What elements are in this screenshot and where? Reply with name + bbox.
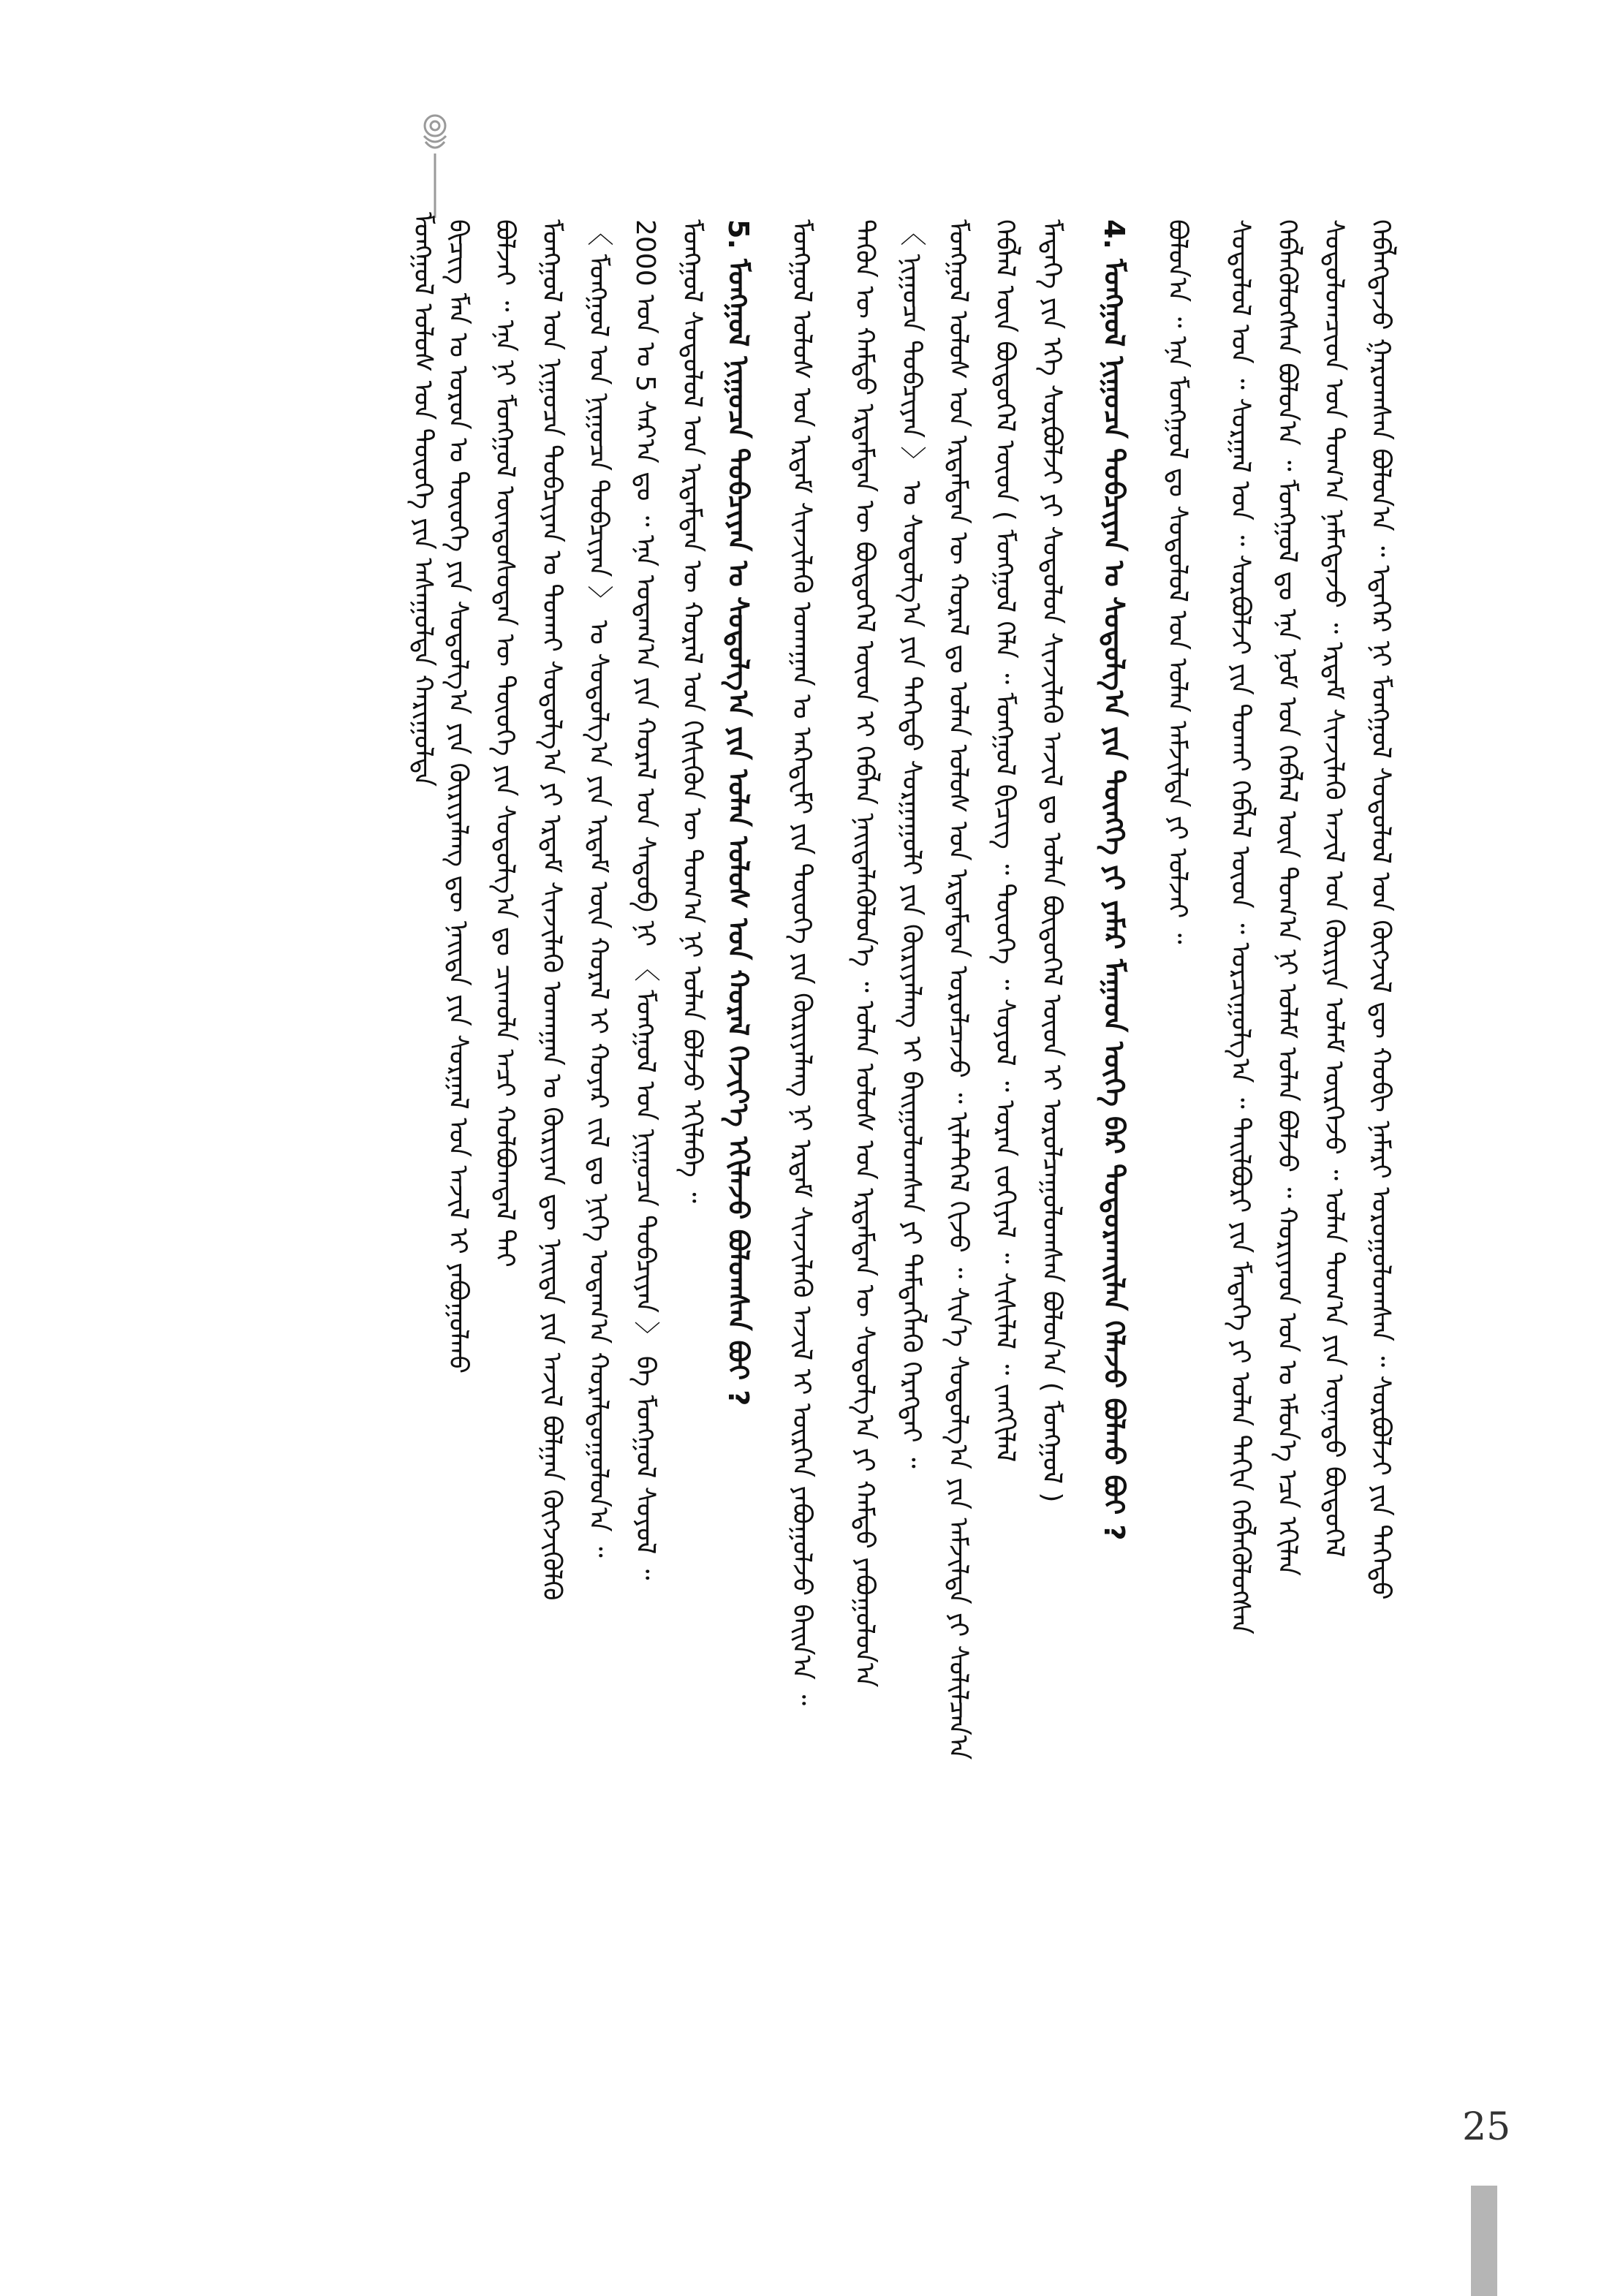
text-line: ᠬᠡᠪᠯᠡᠯ ᠦᠨ ᠪᠦᠲᠦᠭᠡᠯ ᠦᠳ ( ᠮᠣᠩᠭᠣᠯ ᠬᠡᠯᠡ ᠃ ᠮᠣᠩᠭᠣᠯ ᠪᠢᠴᠢᠭ ᠃ ᠲᠦᠦᠬᠡ ᠃ ᠰᠣᠶᠣᠯ ᠃ ᠤᠷᠠᠨ ᠵᠣᠬᠢᠶᠠᠯ ᠃ ᠰᠢᠰᠢᠯᠡᠯ ᠃ ᠵᠠᠩᠬᠢᠯᠠᠯ <box>990 219 1020 1463</box>
text-line: ᠮᠣᠩᠭᠣᠯ ᠰᠤᠳᠤᠯᠤᠯ ᠤᠨ ᠡᠷᠳᠡᠮᠲᠡᠨ ᠦ ᠬᠤᠷᠠᠯ ᠤᠨ ᠭᠢᠰᠢᠭᠦᠨ ᠦ ᠲᠣᠭ᠎ᠠ ᠨᠢ ᠣᠯᠠᠨ ᠪᠣᠯᠵᠤ ᠡᠬᠢᠯᠡᠪᠡ ᠃ <box>677 219 707 1203</box>
text-line: 2000 ᠣᠨ ᠤ 5 ᠰᠠᠷ᠎ᠠ ᠳᠤ ᠃ ᠡᠨᠡ ᠤᠳᠠᠭ᠎ᠠ ᠶᠢᠨ ᠬᠤᠷᠠᠯ ᠤᠨ ᠰᠡᠳᠦᠪ ᠨᠢ 〈 ᠮᠣᠩᠭᠣᠯ ᠤᠨ ᠨᠢᠭᠤᠴᠠ ᠲᠣᠪᠴᠢᠶᠠᠨ 〉 ᠪᠠ ᠮᠣᠩᠭᠣᠯ ᠰᠤᠶᠤᠯ ᠃ <box>630 219 660 1580</box>
text-line: ᠰᠤᠳᠤᠯᠤᠭᠴᠢᠳ ᠤᠨ ᠲᠣᠭ᠎ᠠ ᠨᠡᠮᠡᠭᠳᠡᠵᠦ ᠃ ᠡᠷᠳᠡᠮ ᠰᠢᠨᠵᠢᠯᠡᠬᠦ ᠠᠵᠢᠯ ᠤᠨ ᠬᠦᠷᠢᠶᠡ ᠤᠯᠠᠮ ᠥᠷᠭᠡᠵᠦ ᠃ ᠣᠯᠠᠨ ᠲᠣᠭ᠎ᠠ ᠶᠢᠨ ᠦᠨᠡᠲᠦ ᠪᠦᠲᠦᠭᠡᠯ <box>1319 219 1349 1558</box>
text-line: ᠮᠣᠩᠭᠣᠯ ᠤᠨ ᠨᠢᠭᠤᠴᠠ ᠲᠣᠪᠴᠢᠶᠠᠨ ᠤ ᠲᠤᠬᠠᠢ ᠰᠤᠳᠤᠯᠭ᠎ᠠ ᠶᠢ ᠡᠷᠳᠡᠮ ᠰᠢᠨᠵᠢᠯᠡᠬᠦ ᠤᠬᠠᠭᠠᠨ ᠤ ᠬᠦᠷᠢᠶᠡᠨ ᠳᠦ ᠨᠡᠢᠲᠡ ᠶᠢᠨ ᠠᠵᠢᠯ ᠪᠣᠯᠭᠠᠨ ᠬᠦᠭᠵᠢᠭᠦᠯᠬᠦ <box>537 219 567 1601</box>
text-line: ᠲᠡᠭᠦᠨ ᠦ ᠬᠠᠮᠲᠤ ᠡᠷᠳᠡᠮᠲᠡᠨ ᠦ ᠪᠦᠲᠦᠭᠡᠯ ᠦᠳ ᠢ ᠬᠡᠪᠯᠡᠨ ᠨᠡᠢᠲᠡᠯᠡᠭᠦᠯᠦᠨ᠎ᠡ ᠃ ᠣᠯᠠᠨ ᠤᠯᠤᠰ ᠤᠨ ᠡᠷᠳᠡᠮᠲᠡᠨ ᠦ ᠰᠤᠳᠤᠯᠭ᠎ᠠ ᠶᠢ ᠬᠠᠮᠲᠤ ᠶᠠᠪᠤᠭᠤᠯᠤᠨ᠎ᠠ <box>850 219 879 1688</box>
text-line: ᠮᠣᠩᠭᠣᠯ ᠤᠯᠤᠰ ᠤᠨ ᠡᠷᠳᠡᠮᠲᠡᠨ ᠦ ᠬᠤᠷᠠᠯ ᠳᠤ ᠣᠯᠠᠨ ᠤᠯᠤᠰ ᠤᠨ ᠡᠷᠳᠡᠮᠲᠡᠨ ᠣᠷᠣᠯᠴᠠᠵᠤ ᠃ ᠢᠯᠡᠲᠬᠡᠯ ᠬᠢᠵᠦ ᠃ ᠰᠢᠨ᠎ᠡ ᠰᠤᠳᠤᠯᠭ᠎ᠠ ᠶᠢᠨ ᠠᠮᠵᠢᠯᠲᠠ ᠶᠢ ᠰᠣᠯᠢᠯᠴᠠᠨ᠎ᠠ <box>943 219 973 1760</box>
section-heading: 5. ᠮᠣᠩᠭᠣᠯ ᠨᠢᠭᠤᠴᠠ ᠲᠣᠪᠴᠢᠶᠠᠨ ᠤ ᠰᠤᠳᠤᠯᠭ᠎ᠠ ᠶᠢᠨ ᠣᠯᠠᠨ ᠤᠯᠤᠰ ᠤᠨ ᠬᠤᠷᠠᠯ ᠬᠡᠵᠢᠶ᠎ᠡ ᠡᠬᠢᠯᠡᠵᠦ ᠪᠣᠯᠤᠭᠰᠠᠨ ᠪᠤᠢ ? <box>722 219 754 1406</box>
text-line: 〈 ᠮᠣᠩᠭᠣᠯ ᠤᠨ ᠨᠢᠭᠤᠴᠠ ᠲᠣᠪᠴᠢᠶᠠᠨ 〉 ᠤ ᠰᠤᠳᠤᠯᠭ᠎ᠠ ᠶᠢᠨ ᠡᠷᠳᠡᠮ ᠦᠨ ᠬᠤᠷᠠᠯ ᠢ ᠬᠣᠶᠠᠷ ᠵᠢᠯ ᠳᠤ ᠨᠢᠭᠡ ᠤᠳᠠᠭ᠎ᠠ ᠬᠤᠷᠠᠯᠳᠤᠭᠤᠯᠤᠨ᠎ᠠ ᠃ <box>583 219 613 1558</box>
text-line: ᠮᠡᠳᠡᠭᠡ ᠶᠢᠨ ᠡᠬᠡ ᠰᠤᠷᠪᠤᠯᠵᠢ ᠶᠢ ᠰᠤᠳᠤᠯᠤᠨ ᠰᠢᠨᠵᠢᠯᠡᠬᠦ ᠠᠵᠢᠯ ᠳᠤ ᠣᠯᠠᠨ ᠪᠦᠲᠦᠭᠡᠯ ᠦᠳ ᠢ ᠣᠷᠣᠯᠴᠠᠭᠤᠯᠤᠭᠰᠠᠨ ᠪᠣᠯᠤᠨ᠎ᠠ ( ᠮᠣᠩᠭᠣᠯ ) <box>1037 219 1067 1503</box>
text-line: ᠪᠢᠴᠢᠭ ᠮᠠᠨ ᠤ ᠣᠷᠣᠨ ᠤ ᠲᠦᠦᠬᠡ ᠶᠢᠨ ᠰᠤᠳᠤᠯᠭ᠎ᠠ ᠶᠢᠨ ᠬᠦᠷᠢᠶᠡᠯᠡᠩ ᠳᠦ ᠨᠡᠢᠲᠡ ᠶᠢᠨ ᠰᠤᠷᠭᠠᠯ ᠤᠨ ᠠᠵᠢᠯ ᠢ ᠶᠠᠪᠤᠭᠤᠯᠬᠤ <box>443 219 473 1374</box>
text-line: 〈 ᠨᠢᠭᠤᠴᠠ ᠲᠣᠪᠴᠢᠶᠠᠨ 〉 ᠤ ᠰᠤᠳᠤᠯᠭ᠎ᠠ ᠶᠢᠨ ᠳᠡᠭᠡᠳᠦ ᠰᠤᠷᠭᠠᠭᠤᠯᠢ ᠶᠢᠨ ᠬᠦᠷᠢᠶᠡᠯᠡᠩ ᠢ ᠪᠠᠢᠭᠤᠯᠤᠭᠰᠠᠨ ᠶᠢ ᠲᠡᠮᠳᠡᠭᠯᠡᠬᠦ ᠬᠡᠷᠡᠭᠲᠡᠢ ᠃ <box>896 219 926 1469</box>
text-line: ᠰᠤᠳᠤᠯᠤᠯ ᠤᠨ ᠃ ᠰᠤᠷᠭᠠᠯ ᠤᠨ ᠃ ᠰᠤᠷᠪᠤᠯᠵᠢ ᠶᠢᠨ ᠲᠤᠬᠠᠢ ᠬᠡᠪᠯᠡᠯ ᠦᠳ ᠃ ᠣᠷᠴᠢᠭᠤᠯᠭ᠎ᠠ ᠃ ᠲᠠᠢᠯᠪᠤᠷᠢ ᠶᠢᠨ ᠮᠡᠳᠡᠭᠡ ᠶᠢ ᠣᠯᠠᠨ ᠳᠠᠬᠢᠨ ᠬᠡᠪᠯᠡᠭᠦᠯᠦᠭᠰᠡᠨ <box>1225 219 1255 1634</box>
ornament-icon <box>409 110 461 219</box>
text-line: ᠬᠡᠪᠯᠡᠭᠦᠯᠦᠭᠰᠡᠨ ᠪᠣᠯᠤᠨ᠎ᠠ ᠃ ᠮᠣᠩᠭᠣᠯ ᠳᠤ ᠡᠨᠡ ᠨᠣᠮ ᠤᠨ ᠬᠡᠪᠯᠡᠯ ᠦᠨ ᠲᠣᠭ᠎ᠠ ᠨᠢ ᠤᠯᠠᠮ ᠣᠯᠠᠨ ᠪᠣᠯᠵᠤ ᠃ ᠬᠣᠷᠢᠶᠠᠳ ᠣᠨ ᠤ ᠡᠮᠦᠨ᠎ᠡ ᠡᠴᠡ ᠡᠬᠢᠯᠡᠨ <box>1272 219 1302 1576</box>
page-edge-bar <box>1471 2186 1497 2296</box>
text-line: ᠪᠣᠯᠤᠨ᠎ᠠ ᠃ ᠡᠨᠡ ᠮᠣᠩᠭᠣᠯ ᠳᠤ ᠰᠤᠳᠤᠯᠤᠯ ᠤᠨ ᠣᠯᠠᠨ ᠠᠮᠵᠢᠯᠲᠠ ᠶᠢ ᠣᠯᠵᠠᠢ ᠃ <box>1162 219 1192 944</box>
text-line: ᠬᠡᠪᠯᠡᠭᠳᠡᠵᠦ ᠭᠠᠷᠤᠭᠰᠠᠨ ᠪᠣᠯᠤᠨ᠎ᠠ ᠃ ᠡᠳᠡᠭᠡᠷ ᠨᠢ ᠮᠣᠩᠭᠣᠯ ᠰᠤᠳᠤᠯᠤᠯ ᠤᠨ ᠬᠥᠭᠵᠢᠯ ᠳᠦ ᠬᠤᠪᠢ ᠨᠡᠮᠡᠷᠢ ᠣᠷᠣᠭᠤᠯᠤᠭᠰᠠᠨ ᠃ ᠰᠤᠷᠪᠤᠯᠵᠢ ᠶᠢᠨ ᠳᠡᠭᠡᠳᠦ <box>1366 219 1396 1600</box>
text-line: ᠪᠣᠯᠵᠠᠢ ᠃ ᠡᠨᠡ ᠨᠢ ᠮᠣᠩᠭᠣᠯ ᠦᠨᠳᠦᠰᠦᠲᠡᠨ ᠦ ᠲᠦᠦᠬᠡ ᠶᠢᠨ ᠰᠤᠳᠤᠯᠭ᠎ᠠ ᠳᠤ ᠴᠢᠬᠤᠯᠠ ᠠᠴᠢ ᠬᠣᠯᠪᠣᠭᠳᠠᠯ ᠲᠠᠢ <box>490 219 520 1268</box>
section-heading: 4. ᠮᠣᠩᠭᠣᠯ ᠨᠢᠭᠤᠴᠠ ᠲᠣᠪᠴᠢᠶᠠᠨ ᠤ ᠰᠤᠳᠤᠯᠭ᠎ᠠ ᠶᠢᠨ ᠳᠦᠩᠭᠡ ᠶᠢ ᠶᠠᠮᠠᠷ ᠮᠠᠭᠠᠳ ᠦᠭᠡ ᠪᠡᠷ ᠲᠣᠳᠤᠷᠬᠠᠢᠯᠠᠨ ᠬᠡᠯᠡᠵᠦ ᠪᠣᠯᠬᠤ ᠪᠤᠢ ? <box>1098 219 1130 1541</box>
text-line: ᠮᠣᠩᠭᠣᠯ ᠤᠯᠤᠰ ᠤᠨ ᠡᠷᠳᠡᠮ ᠰᠢᠨᠵᠢᠯᠡᠬᠦ ᠤᠬᠠᠭᠠᠨ ᠤ ᠠᠺᠠᠳ᠋ᠧᠮᠢ ᠶᠢᠨ ᠲᠦᠦᠬᠡ ᠶᠢᠨ ᠬᠦᠷᠢᠶᠡᠯᠡᠩ ᠨᠢ ᠡᠷᠳᠡᠮ ᠰᠢᠨᠵᠢᠯᠡᠬᠦ ᠠᠵᠢᠯ ᠢ ᠥᠷᠭᠡᠨ ᠶᠠᠪᠤᠭᠤᠯᠵᠤ ᠪᠠᠢᠨ᠎ᠠ ᠃ <box>787 219 817 1706</box>
page-number: 25 <box>1462 2105 1511 2149</box>
running-header-title: ᠮᠣᠩᠭᠣᠯ ᠤᠯᠤᠰ ᠤᠨ ᠲᠦᠦᠬᠡ ᠶᠢᠨ ᠠᠰᠠᠭᠤᠯᠲᠠ ᠬᠠᠷᠢᠭᠤᠯᠲᠠ <box>408 212 438 787</box>
